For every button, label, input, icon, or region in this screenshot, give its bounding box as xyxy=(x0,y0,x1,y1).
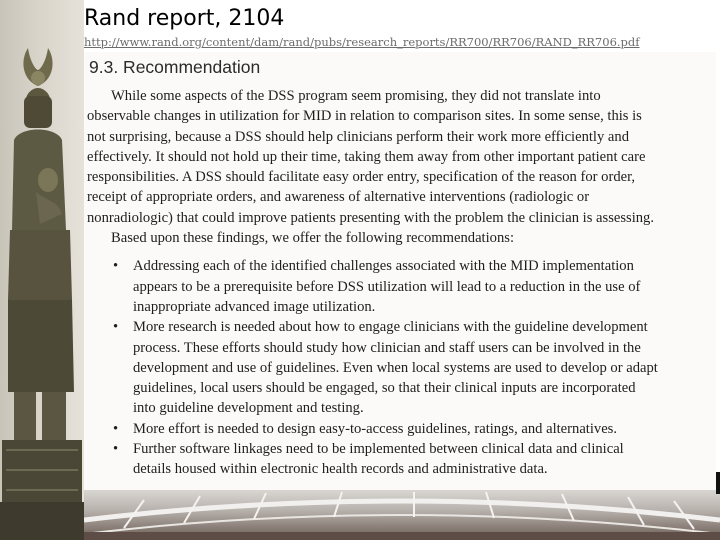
recommendation-line: Further software linkages need to be implemented between clinical data and clinical xyxy=(133,441,624,458)
document-excerpt xyxy=(84,52,716,490)
recommendation-line: process. These efforts should study how clinician and staff users can be involved in the xyxy=(133,339,641,356)
document-body xyxy=(87,86,713,480)
lead-in: Based upon these findings, we offer the following recommendations: xyxy=(111,230,514,247)
recommendation-item xyxy=(87,439,713,480)
recommendation-line: development and use of guidelines. Even when local systems are used to develop or adapt xyxy=(133,359,658,376)
intro-line: nonradiologic) that could improve patients presenting with the problem the clinician is assessing. xyxy=(87,209,655,226)
intro-line: not surprising, because a DSS should help clinicians perform their work more efficiently and xyxy=(87,128,629,145)
recommendation-item xyxy=(87,317,713,418)
recommendation-line: Addressing each of the identified challenges associated with the MID implementation xyxy=(133,258,634,275)
slide-title: Rand report, 2104 xyxy=(84,6,285,31)
recommendation-item xyxy=(87,419,713,439)
recommendation-item xyxy=(87,256,713,317)
recommendation-line: inappropriate advanced image utilization. xyxy=(133,298,376,315)
intro-line: effectively. It should not hold up their time, taking them away from other important patient care xyxy=(87,148,646,165)
bullet-icon: • xyxy=(113,258,119,275)
source-link[interactable]: http://www.rand.org/content/dam/rand/pubs/research_reports/RR700/RR706/RAND_RR706.pdf xyxy=(84,35,640,49)
intro-line: observable changes in utilization for MID in relation to comparison sites. In some sense, this is xyxy=(87,108,642,125)
recommendation-list xyxy=(87,256,713,479)
bullet-icon: • xyxy=(113,441,119,458)
edge-marker xyxy=(716,472,720,494)
recommendation-line: details housed within electronic health records and administrative data. xyxy=(133,461,548,478)
stadium-roof-image xyxy=(84,490,720,540)
intro-line: receipt of appropriate orders, and awareness of alternative interventions (radiologic or xyxy=(87,189,590,206)
section-heading: 9.3. Recommendation xyxy=(89,57,261,77)
recommendation-line: More research is needed about how to engage clinicians with the guideline development xyxy=(133,319,648,336)
recommendation-line: into guideline development and testing. xyxy=(133,400,364,417)
recommendation-line: More effort is needed to design easy-to-access guidelines, ratings, and alternatives. xyxy=(133,420,618,437)
intro-line: While some aspects of the DSS program seem promising, they did not translate into xyxy=(111,88,601,104)
intro-line: responsibilities. A DSS should facilitate easy order entry, specification of the reason for order, xyxy=(87,169,636,186)
statue-image xyxy=(0,0,84,540)
recommendation-line: guidelines, local users should be engaged, so that their clinical inputs are incorporated xyxy=(133,380,636,397)
recommendation-line: appears to be a prerequisite before DSS utilization will lead to a reduction in the use of xyxy=(133,278,641,295)
bullet-icon: • xyxy=(113,420,119,437)
bullet-icon: • xyxy=(113,319,119,336)
